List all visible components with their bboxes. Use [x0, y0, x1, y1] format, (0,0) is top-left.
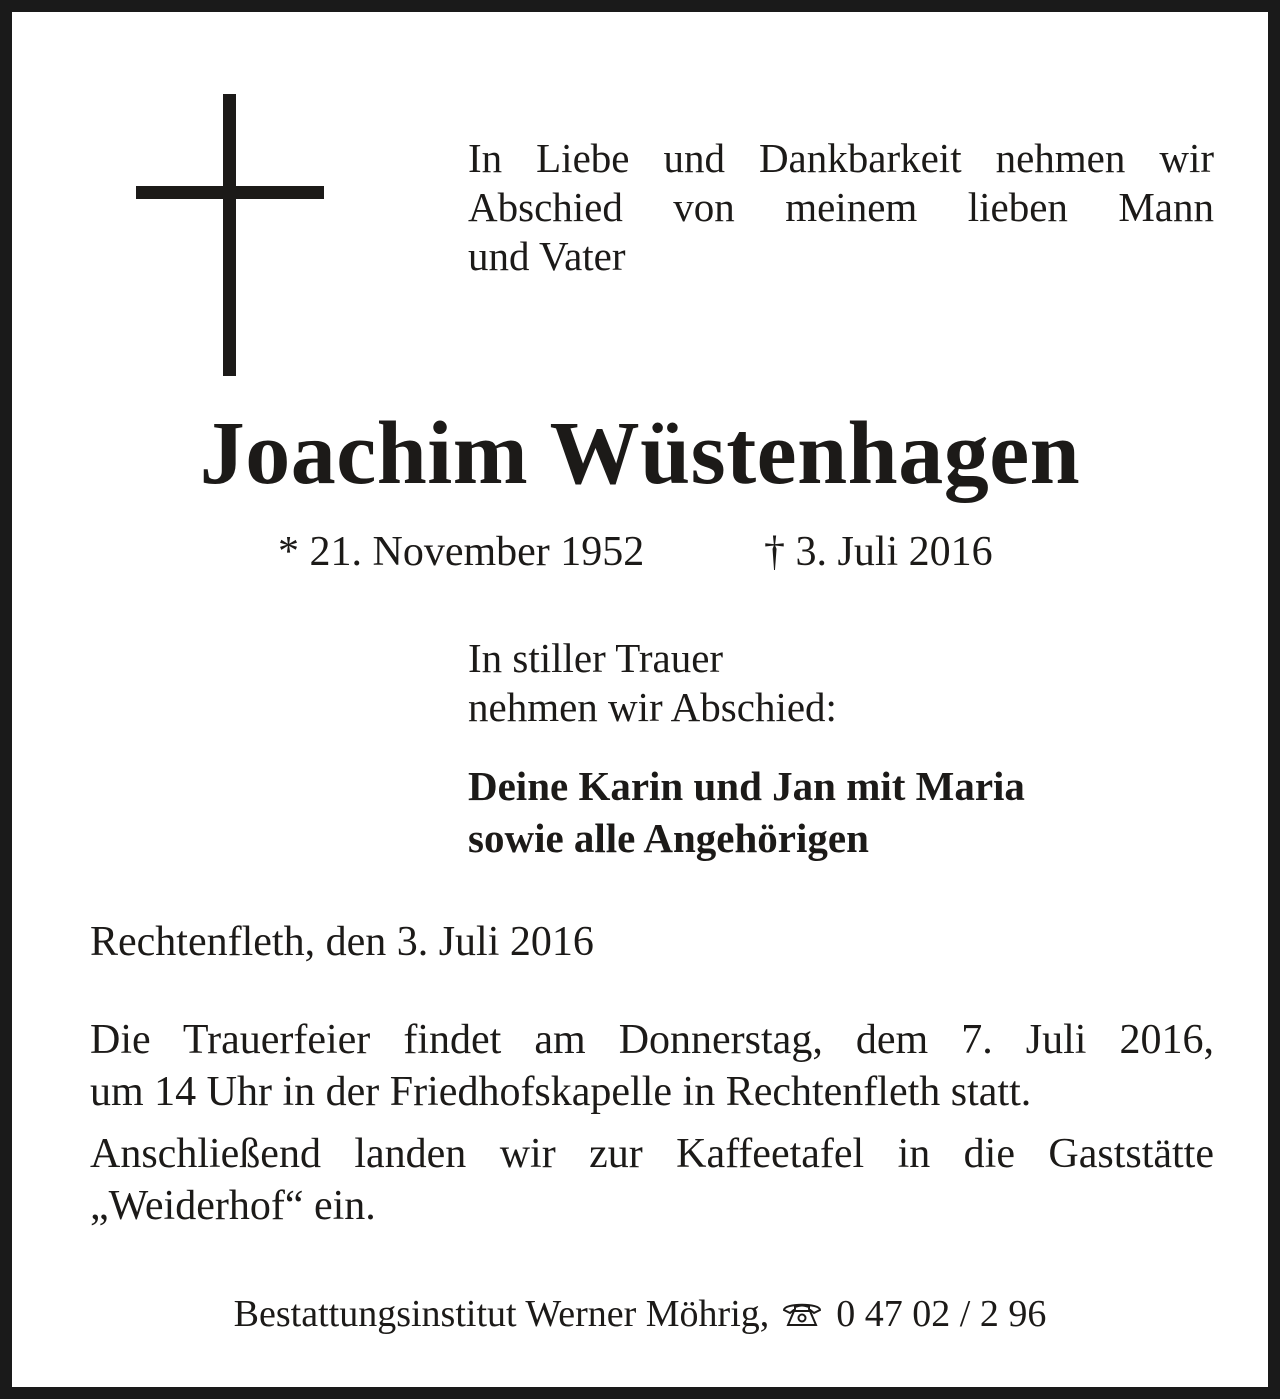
signer-line: Deine Karin und Jan mit Maria [468, 763, 1025, 809]
mourning-text [468, 634, 837, 732]
mourning-line: nehmen wir Abschied: [468, 684, 837, 730]
signers [468, 760, 1025, 864]
birth-date: * 21. November 1952 [278, 529, 645, 575]
undertaker-name: Bestattungsinstitut Werner Möhrig, [233, 1293, 770, 1335]
ceremony-text [90, 1014, 1214, 1118]
intro-line: und Vater [468, 233, 626, 279]
ceremony-line: Die Trauerfeier findet am Donnerstag, dem 7. Juli 2016, [90, 1017, 1214, 1063]
intro-line: In Liebe und Dankbarkeit nehmen wir [468, 135, 1214, 181]
intro-line: Abschied von meinem lieben Mann [468, 184, 1214, 230]
place-date: Rechtenfleth, den 3. Juli 2016 [90, 919, 594, 965]
deceased-name: Joachim Wüstenhagen [199, 404, 1081, 503]
cross-icon [136, 94, 324, 376]
phone-number: 0 47 02 / 2 96 [836, 1293, 1047, 1335]
reception-line: „Weiderhof“ ein. [90, 1183, 376, 1229]
reception-text [90, 1128, 1214, 1232]
mourning-line: In stiller Trauer [468, 635, 724, 681]
intro-text [468, 134, 1214, 281]
death-date: † 3. Juli 2016 [764, 529, 993, 575]
telephone-icon [781, 1299, 823, 1329]
undertaker-footer [12, 1288, 1268, 1340]
reception-line: Anschließend landen wir zur Kaffeetafel in die Gaststätte [90, 1131, 1214, 1177]
ceremony-line: um 14 Uhr in der Friedhofskapelle in Rechtenfleth statt. [90, 1069, 1032, 1115]
signer-line: sowie alle Angehörigen [468, 815, 869, 861]
